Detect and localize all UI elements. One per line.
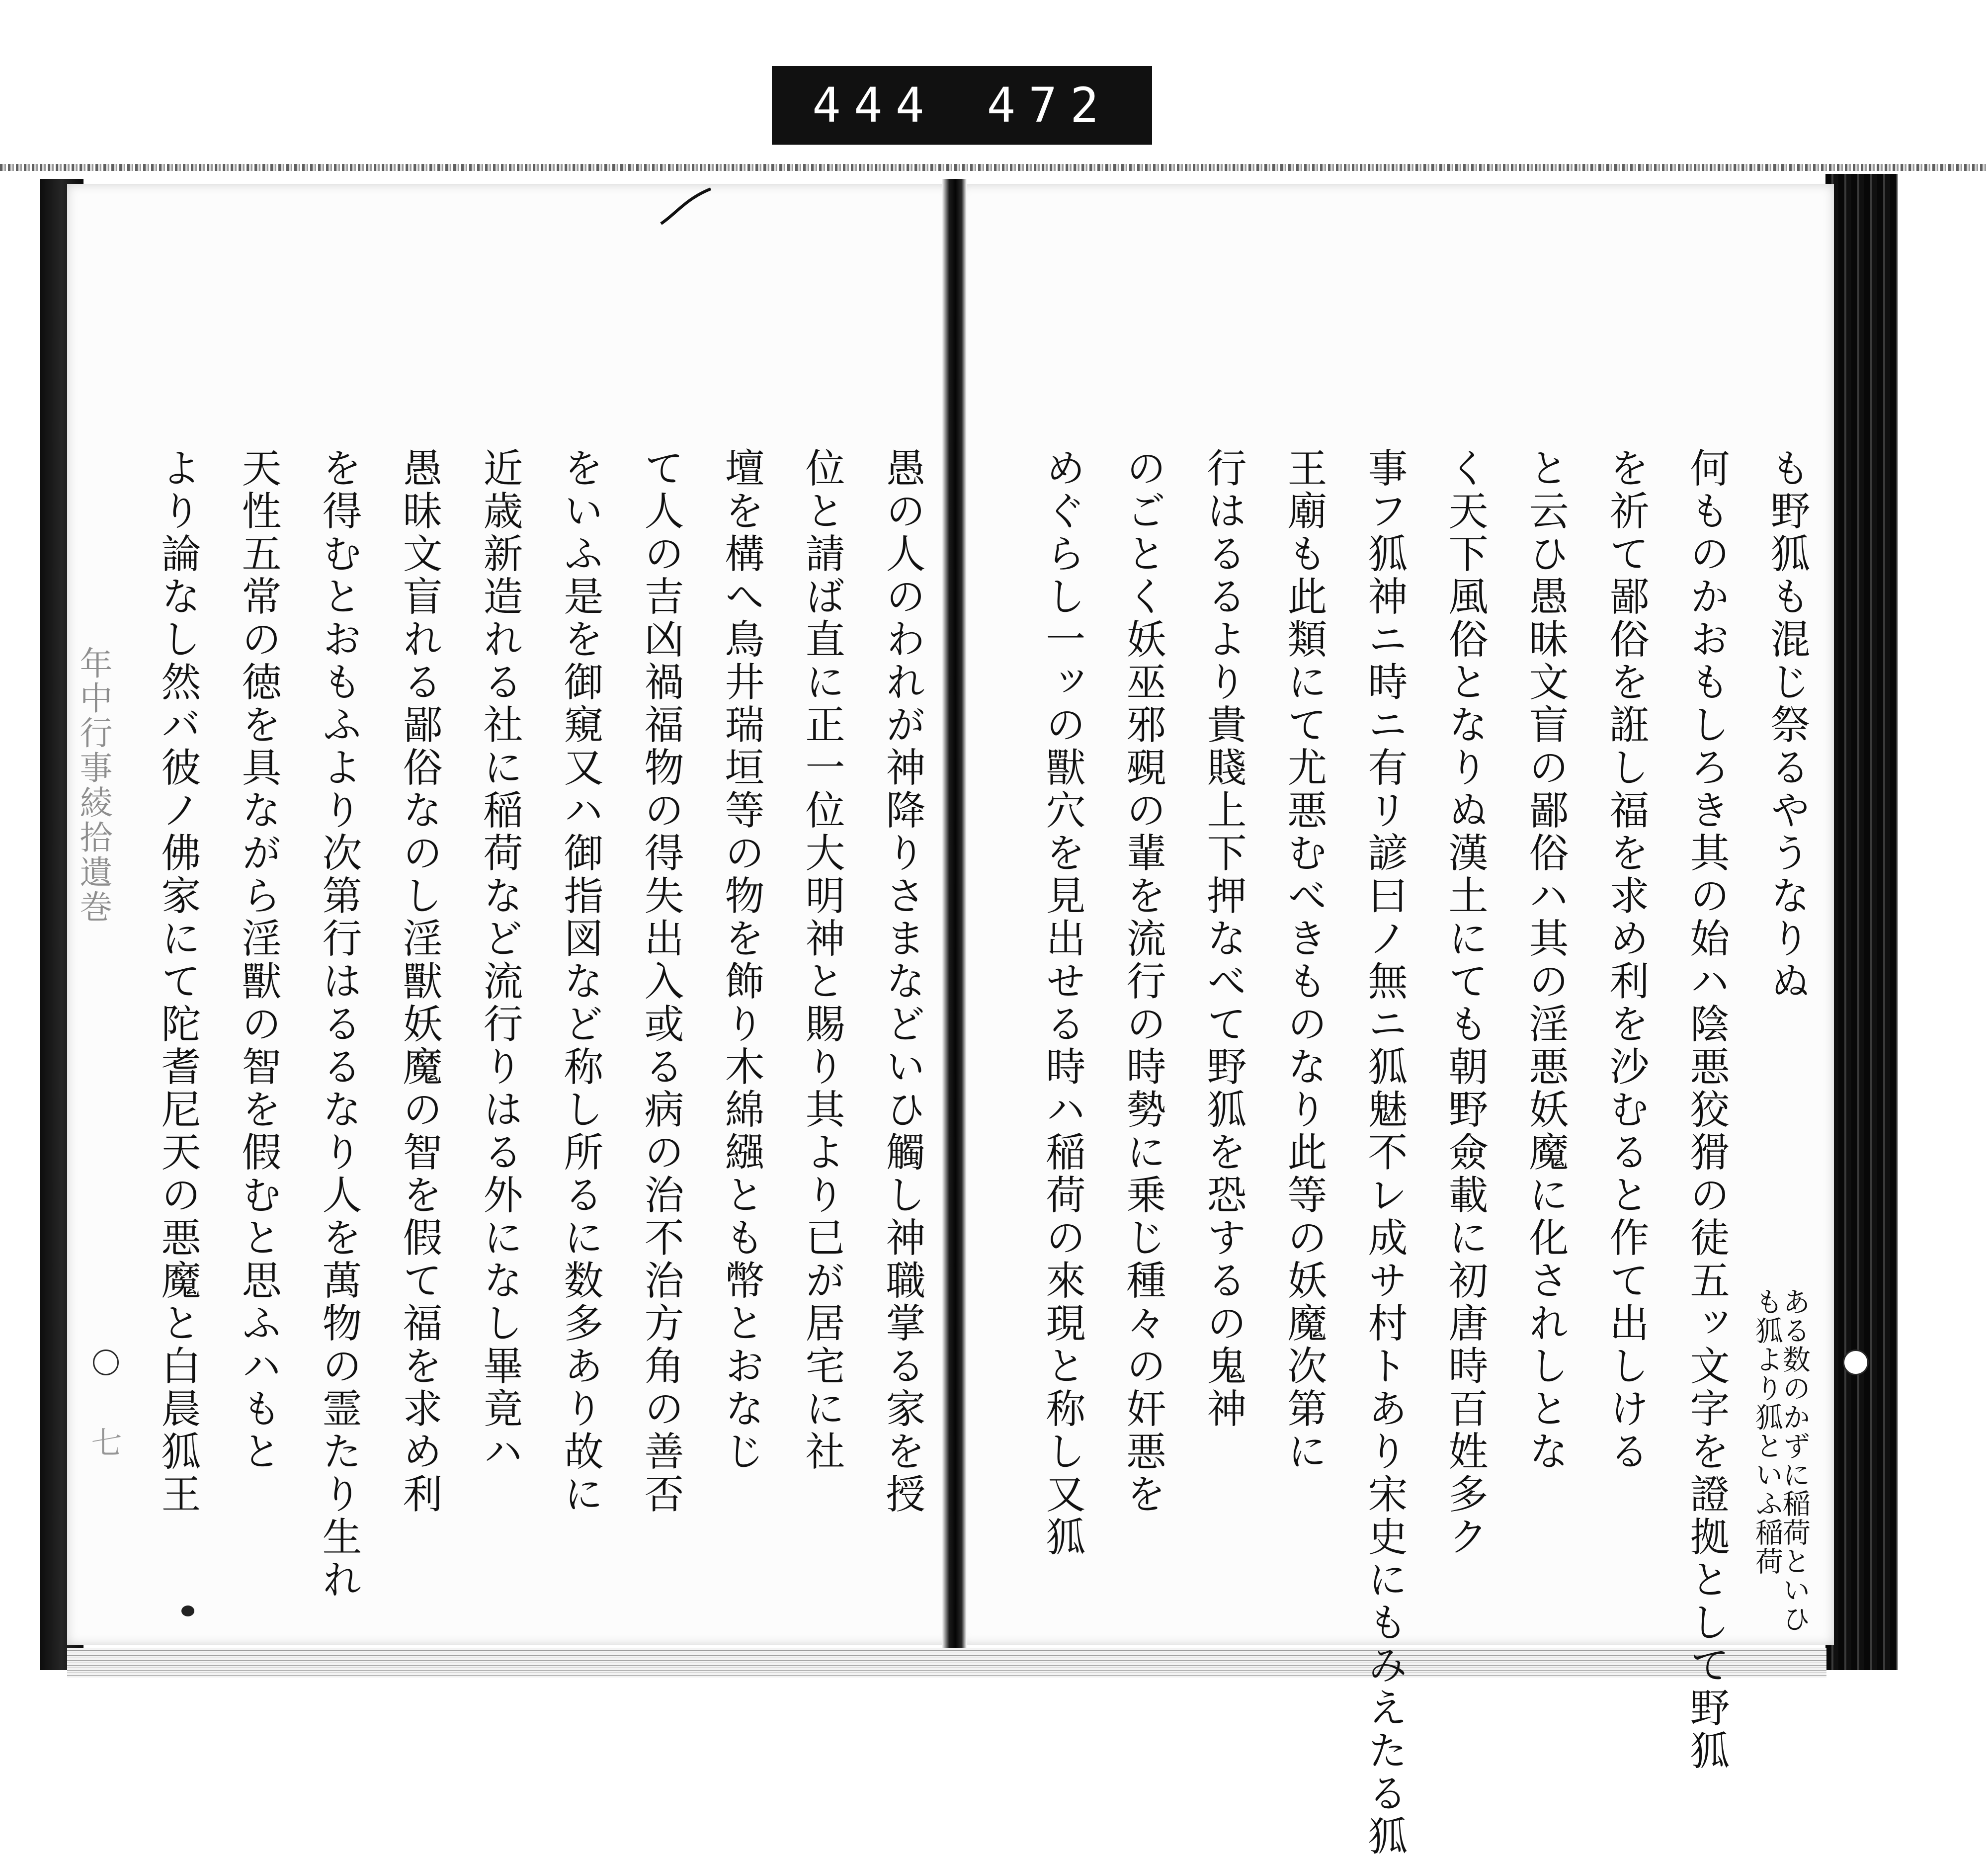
text-column: をいふ是を御窺又ハ御指図など称し所るに数多あり故に — [557, 447, 603, 1516]
text-column: も野狐も混じ祭るやうなりぬ — [1764, 447, 1810, 1003]
running-head: 年中行事綾拾遺巻 — [74, 646, 112, 925]
text-column: 愚昧文盲れる鄙俗なのし淫獸妖魔の智を假て福を求め利 — [396, 447, 442, 1516]
text-column: を祈て鄙俗を誑し福を求め利を沙むると作て出しける — [1603, 447, 1649, 1473]
text-column: 愚の人のわれが神降りさまなどいひ觸し神職掌る家を授 — [879, 447, 925, 1516]
left-page-text — [137, 447, 925, 1789]
right-page-text — [1039, 447, 1811, 1858]
text-column: て人の吉凶禍福物の得失出入或る病の治不治方角の善否 — [638, 447, 684, 1516]
text-column: 位と請ば直に正一位大明神と賜り其より已が居宅に社 — [799, 447, 845, 1473]
interlinear-note: も狐より狐といふ稲荷 — [1751, 1287, 1783, 1576]
microfilm-frame-label — [772, 66, 1152, 145]
frame-number-right: 472 — [987, 78, 1112, 133]
binding-hole-right — [1843, 1350, 1869, 1375]
text-column: 王廟も此類にて尤悪むべきものなり此等の妖魔次第に — [1281, 447, 1327, 1473]
text-column: く天下風俗となりぬ漢土にても朝野僉載に初唐時百姓多ク — [1442, 447, 1488, 1559]
text-column: 近歳新造れる社に稲荷など流行りはる外になし畢竟ハ — [477, 447, 523, 1473]
text-column: 行はるるより貴賤上下押なべて野狐を恐するの鬼神 — [1200, 447, 1246, 1431]
open-book — [27, 169, 1906, 1858]
page-number: 七 — [86, 1427, 122, 1457]
ink-flourish — [656, 184, 716, 229]
text-column: を得むとおもふより次第行はるるなり人を萬物の霊たり生れ — [316, 447, 362, 1602]
right-cover-board — [1825, 174, 1898, 1670]
text-column: 天性五常の徳を具ながら淫獸の智を假むと思ふハもと — [235, 447, 281, 1473]
text-column: より論なし然バ彼ノ佛家にて陀耆尼天の悪魔と白晨狐王 — [155, 447, 201, 1516]
text-column: 事フ狐神ニ時ニ有リ諺曰ノ無ニ狐魅不レ成サ村トあり宋史にもみえたる狐 — [1361, 447, 1408, 1858]
text-column: のごとく妖巫邪覡の輩を流行の時勢に乗じ種々の奸悪を — [1120, 447, 1166, 1516]
text-column: 何ものかおもしろき其の始ハ陰悪狡猾の徒五ッ文字を證拠として野狐 — [1683, 447, 1730, 1773]
book-gutter — [942, 179, 967, 1660]
interlinear-note: ある数のかずに稲荷といひ — [1778, 1287, 1811, 1633]
text-column: と云ひ愚昧文盲の鄙俗ハ其の淫悪妖魔に化されしとな — [1522, 447, 1569, 1473]
binding-hole-left — [93, 1350, 119, 1375]
text-column: めぐらし一ッの獸穴を見出せる時ハ稲荷の來現と称し又狐 — [1039, 447, 1085, 1559]
frame-number-left: 444 — [812, 78, 937, 133]
text-column: 壇を構へ鳥井瑞垣等の物を飾り木綿繦とも幣とおなじ — [718, 447, 764, 1473]
